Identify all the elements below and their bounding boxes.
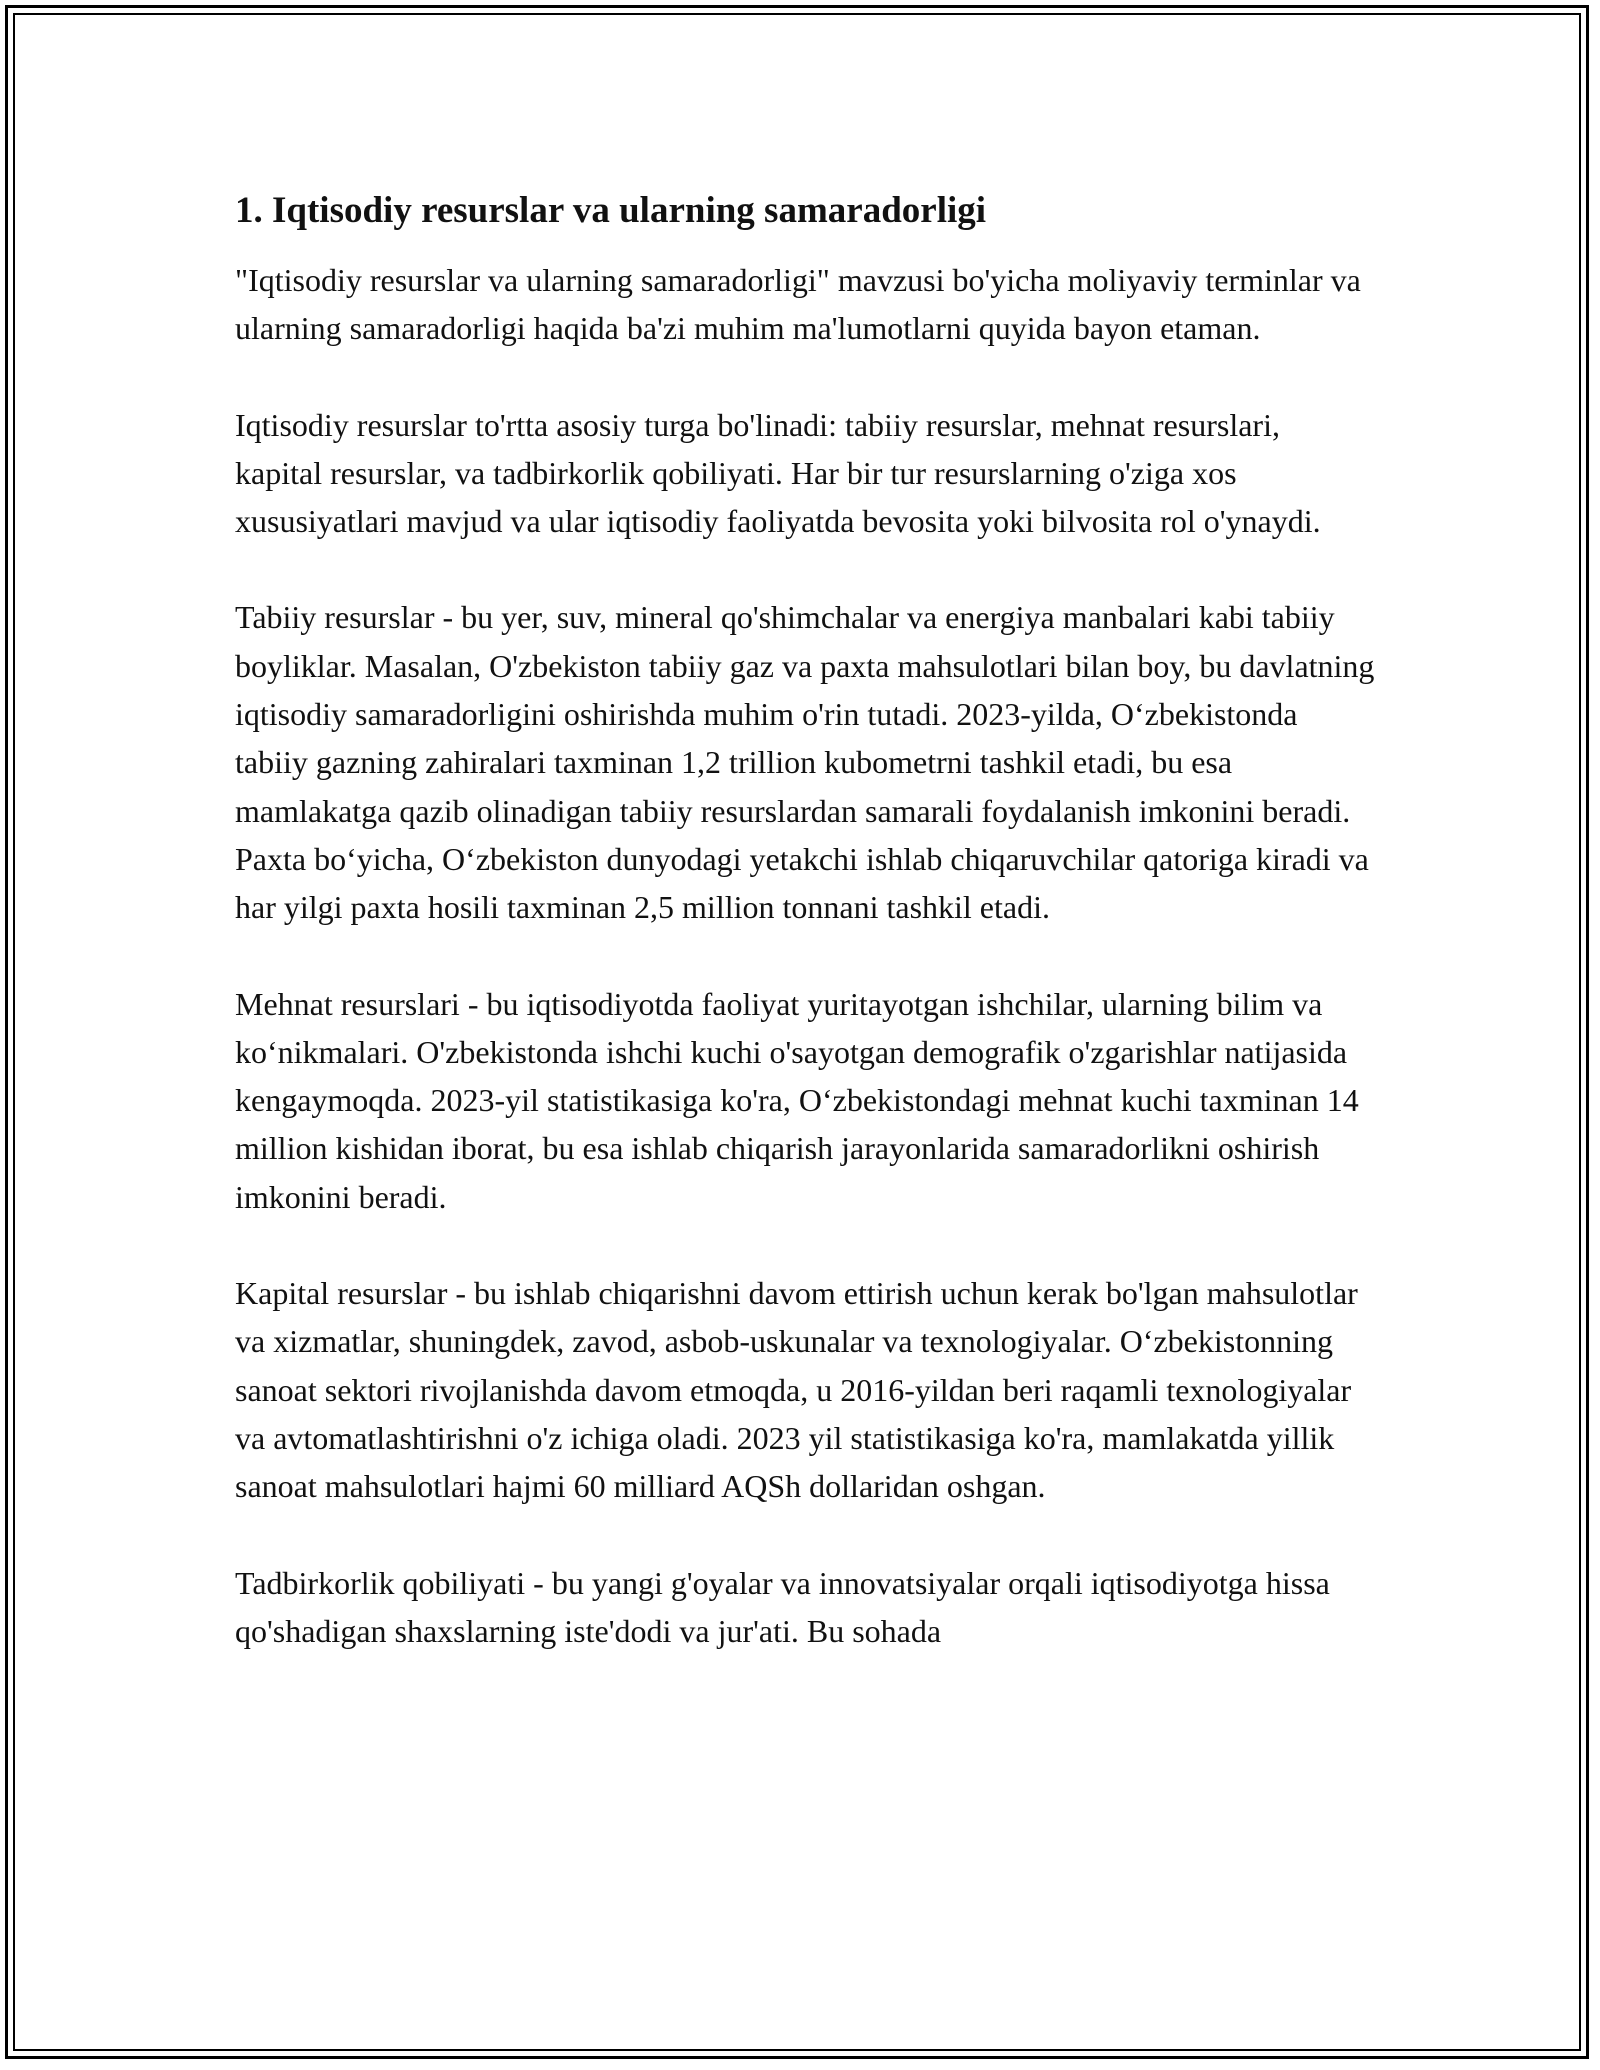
paragraph-entrepreneurship: Tadbirkorlik qobiliyati - bu yangi g'oyalar va innovatsiyalar orqali iqtisodiyotga hissa qo'shadigan shaxslarning iste'dodi va jur'ati. Bu sohada	[235, 1564, 1330, 1649]
section-heading: 1. Iqtisodiy resurslar va ularning samaradorligi	[235, 190, 987, 231]
paragraph-natural-resources: Tabiiy resurslar - bu yer, suv, mineral qo'shimchalar va energiya manbalari kabi tabiiy boyliklar. Masalan, O'zbekiston tabiiy gaz va paxta mahsulotlari bilan boy, bu davlatning iqtisodiy samaradorligini oshirishda muhim o'rin tutadi. 2023-yilda, O‘zbekistonda tabiiy gazning zahiralari taxminan 1,2 trillion kubometrni tashkil etadi, bu esa mamlakatga qazib olinadigan tabiiy resurslardan samarali foydalanish imkonini beradi. Paxta bo‘yicha, O‘zbekiston dunyodagi yetakchi ishlab chiqaruvchilar qatoriga kiradi va har yilgi paxta hosili taxminan 2,5 million tonnani tashkil etadi.	[235, 599, 1375, 926]
document-body	[235, 188, 1375, 1703]
paragraph-intro: "Iqtisodiy resurslar va ularning samaradorligi" mavzusi bo'yicha moliyaviy terminlar va ularning samaradorligi haqida ba'zi muhim ma'lumotlarni quyida bayon etaman.	[235, 262, 1361, 347]
paragraph-capital-resources: Kapital resurslar - bu ishlab chiqarishni davom ettirish uchun kerak bo'lgan mahsulotlar va xizmatlar, shuningdek, zavod, asbob-uskunalar va texnologiyalar. O‘zbekistonning sanoat sektori rivojlanishda davom etmoqda, u 2016-yildan beri raqamli texnologiyalar va avtomatlashtirishni o'z ichiga oladi. 2023 yil statistikasiga ko'ra, mamlakatda yillik sanoat mahsulotlari hajmi 60 milliard AQSh dollaridan oshgan.	[235, 1275, 1358, 1505]
paragraph-resource-types: Iqtisodiy resurslar to'rtta asosiy turga bo'linadi: tabiiy resurslar, mehnat resurslari, kapital resurslar, va tadbirkorlik qobiliyati. Har bir tur resurslarning o'ziga xos xususiyatlari mavjud va ular iqtisodiy faoliyatda bevosita yoki bilvosita rol o'ynaydi.	[235, 406, 1321, 540]
paragraph-labor-resources: Mehnat resurslari - bu iqtisodiyotda faoliyat yuritayotgan ishchilar, ularning bilim va ko‘nikmalari. O'zbekistonda ishchi kuchi o'sayotgan demografik o'zgarishlar natijasida kengaymoqda. 2023-yil statistikasiga ko'ra, O‘zbekistondagi mehnat kuchi taxminan 14 million kishidan iborat, bu esa ishlab chiqarish jarayonlarida samaradorlikni oshirish imkonini beradi.	[235, 985, 1359, 1215]
